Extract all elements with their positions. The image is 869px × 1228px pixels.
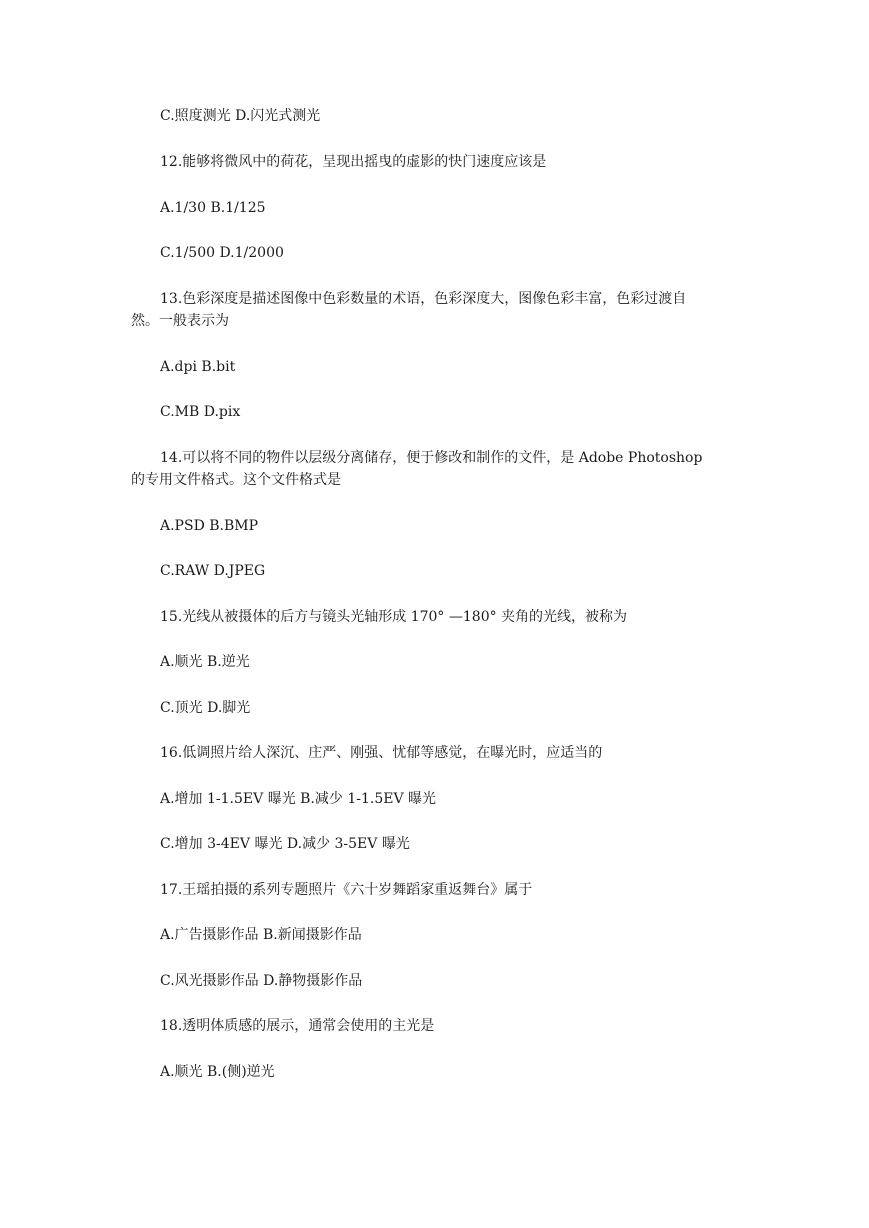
option-line: C.RAW D.JPEG	[160, 563, 266, 579]
question-12: 12.能够将微风中的荷花，呈现出摇曳的虚影的快门速度应该是	[160, 154, 547, 170]
option-line: A.顺光 B.(侧)逆光	[160, 1064, 275, 1080]
option-line: C.风光摄影作品 D.静物摄影作品	[160, 973, 363, 989]
option-line: A.广告摄影作品 B.新闻摄影作品	[160, 927, 362, 943]
option-line: C.增加 3-4EV 曝光 D.减少 3-5EV 曝光	[160, 836, 410, 852]
option-line: A.1/30 B.1/125	[160, 200, 266, 216]
option-line: A.增加 1-1.5EV 曝光 B.减少 1-1.5EV 曝光	[160, 791, 437, 807]
option-line: A.PSD B.BMP	[160, 518, 259, 534]
option-line: A.顺光 B.逆光	[160, 654, 250, 670]
option-line: C.1/500 D.1/2000	[160, 245, 284, 261]
question-15: 15.光线从被摄体的后方与镜头光轴形成 170° —180° 夹角的光线，被称为	[160, 609, 628, 625]
question-13-continued: 然。一般表示为	[131, 313, 229, 329]
question-13: 13.色彩深度是描述图像中色彩数量的术语，色彩深度大，图像色彩丰富，色彩过渡自	[160, 291, 687, 307]
question-16: 16.低调照片给人深沉、庄严、刚强、忧郁等感觉，在曝光时，应适当的	[160, 745, 603, 761]
option-line: C.顶光 D.脚光	[160, 700, 251, 716]
question-18: 18.透明体质感的展示，通常会使用的主光是	[160, 1018, 435, 1034]
question-14: 14.可以将不同的物件以层级分离储存，便于修改和制作的文件，是 Adobe Photoshop	[160, 450, 703, 466]
option-line: A.dpi B.bit	[160, 359, 236, 375]
question-14-continued: 的专用文件格式。这个文件格式是	[131, 472, 341, 488]
option-line: C.MB D.pix	[160, 404, 241, 420]
option-line: C.照度测光 D.闪光式测光	[160, 108, 321, 124]
question-17: 17.王瑶拍摄的系列专题照片《六十岁舞蹈家重返舞台》属于	[160, 882, 533, 898]
